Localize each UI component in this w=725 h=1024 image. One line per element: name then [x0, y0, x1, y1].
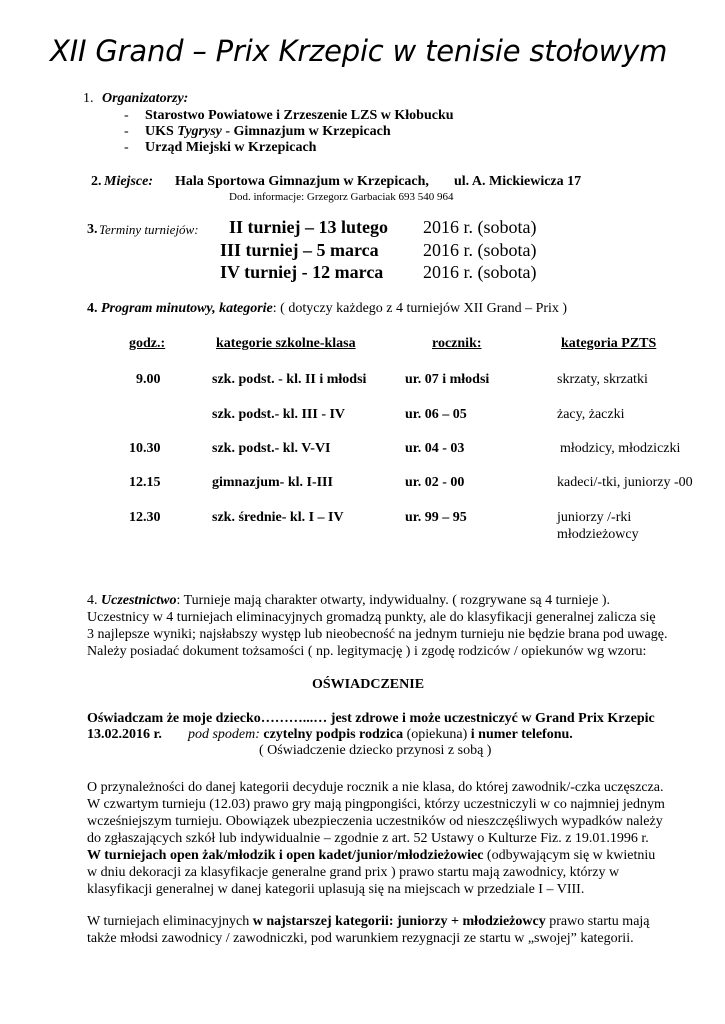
participation-paragraph	[87, 592, 707, 660]
declaration-guardian: (opiekuna)	[403, 727, 471, 742]
final-post: prawo startu mają	[545, 914, 650, 929]
table-cell-school: szk. podst. - kl. II i młodsi	[212, 372, 367, 387]
declaration-line	[87, 727, 573, 743]
program-title: Program minutowy, kategorie	[101, 301, 273, 316]
declaration-date: 13.02.2016 r.	[87, 727, 162, 742]
place-heading: Miejsce:	[104, 174, 153, 189]
list-bullet: -	[124, 140, 129, 155]
final-paragraph	[87, 913, 707, 947]
column-header-time: godz.:	[129, 336, 166, 351]
program-heading	[87, 301, 567, 317]
participation-number: 4.	[87, 593, 98, 608]
table-cell-school: szk. podst.- kl. V-VI	[212, 441, 331, 456]
rules-line: W czwartym turnieju (12.03) prawo gry mają pingpongiści, którzy uczestniczyli w co najmniej jednym	[87, 797, 665, 812]
organizer-item: Urząd Miejski w Krzepicach	[145, 140, 317, 155]
declaration-note: ( Oświadczenie dziecko przynosi z sobą )	[259, 743, 492, 758]
table-cell-time: 10.30	[129, 441, 161, 456]
date-row-year: 2016 r. (sobota)	[423, 217, 537, 237]
organizer-item-dash: -	[221, 124, 234, 139]
place-number: 2.	[91, 174, 102, 189]
page-title: XII Grand – Prix Krzepic w tenisie stołowym	[50, 34, 668, 68]
participation-heading: Uczestnictwo	[101, 593, 177, 608]
rules-line: O przynależności do danej kategorii decyduje rocznik a nie klasa, do której zawodnik/-czka uczęszcza.	[87, 780, 664, 795]
organizer-item: Starostwo Powiatowe i Zrzeszenie LZS w Kłobucku	[145, 108, 454, 123]
participation-line: Uczestnicy w 4 turniejach eliminacyjnych gromadzą punkty, ale do klasyfikacji generalnej zalicza się	[87, 610, 656, 625]
table-cell-category: młodzieżowcy	[557, 527, 639, 542]
table-cell-category: żacy, żaczki	[557, 407, 625, 422]
participation-text: : Turnieje mają charakter otwarty, indywidualny. ( rozgrywane są 4 turnieje ).	[176, 593, 611, 608]
organizers-number: 1.	[83, 91, 94, 106]
table-cell-category: juniorzy /-rki	[557, 510, 632, 525]
list-bullet: -	[124, 124, 129, 139]
final-bold: w najstarszej kategorii: juniorzy + młodzieżowcy	[252, 914, 546, 929]
place-address: ul. A. Mickiewicza 17	[454, 174, 582, 189]
declaration-line: Oświadczam że moje dziecko………...… jest zdrowe i może uczestniczyć w Grand Prix Krzepic	[87, 711, 655, 726]
table-cell-year: ur. 04 - 03	[405, 441, 465, 456]
table-cell-year: ur. 99 – 95	[405, 510, 467, 525]
rules-line: klasyfikacji generalnej w danej kategorii uplasują się na miejscach w przedziale I – VIII.	[87, 882, 585, 897]
dates-heading: Terminy turniejów:	[99, 222, 199, 237]
rules-paragraph	[87, 779, 707, 898]
date-row-name: III turniej – 5 marca	[220, 240, 379, 260]
organizer-item-prefix: UKS	[145, 124, 178, 139]
final-pre: W turniejach eliminacyjnych	[87, 914, 253, 929]
date-row-year: 2016 r. (sobota)	[423, 240, 537, 260]
column-header-school: kategorie szkolne-klasa	[216, 336, 356, 351]
organizer-item-rest: Gimnazjum w Krzepicach	[233, 124, 391, 139]
participation-line	[87, 592, 707, 609]
participation-line: Należy posiadać dokument tożsamości ( np. legitymację ) i zgodę rodziców / opiekunów wg wzoru:	[87, 644, 647, 659]
table-cell-school: gimnazjum- kl. I-III	[212, 475, 333, 490]
date-row-name: IV turniej - 12 marca	[220, 262, 384, 282]
date-row-year: 2016 r. (sobota)	[423, 262, 537, 282]
rules-open-rest: (odbywającym się w kwietniu	[483, 848, 656, 863]
rules-line: do zgłaszających szkół lub indywidualnie – zgodnie z art. 52 Ustawy o Kulturze Fiz. z 19.01.1996 r.	[87, 831, 649, 846]
declaration-phone: i numer telefonu.	[470, 727, 573, 742]
declaration-signature: czytelny podpis rodzica	[263, 727, 404, 742]
rules-line: wcześniejszym turnieju. Obowiązek ubezpieczenia uczestników od nieszczęśliwych wypadków należy	[87, 814, 663, 829]
organizer-item	[145, 124, 391, 140]
column-header-category: kategoria PZTS	[561, 336, 657, 351]
declaration-italic: pod spodem:	[187, 727, 260, 742]
table-cell-year: ur. 06 – 05	[405, 407, 467, 422]
table-cell-category: młodzicy, młodziczki	[560, 441, 681, 456]
final-line	[87, 913, 707, 930]
table-cell-time: 9.00	[136, 372, 161, 387]
rules-line	[87, 847, 707, 864]
participation-line: 3 najlepsze wyniki; najsłabszy występ lub nieobecność na jednym turnieju nie będzie brana pod uwagę.	[87, 627, 668, 642]
organizers-heading: Organizatorzy:	[102, 91, 189, 106]
rules-line: w dniu dekoracji za klasyfikacje generalne grand prix ) prawo startu mają zawodnicy, którzy w	[87, 865, 620, 880]
rules-open-tournament: W turniejach open żak/młodzik i open kadet/junior/młodzieżowiec	[87, 848, 484, 863]
list-bullet: -	[124, 108, 129, 123]
table-cell-year: ur. 02 - 00	[405, 475, 465, 490]
declaration-heading: OŚWIADCZENIE	[312, 677, 425, 692]
table-cell-category: skrzaty, skrzatki	[557, 372, 648, 387]
place-info: Dod. informacje: Grzegorz Garbaciak 693 540 964	[229, 191, 454, 203]
table-cell-school: szk. podst.- kl. III - IV	[212, 407, 346, 422]
table-cell-school: szk. średnie- kl. I – IV	[212, 510, 344, 525]
program-number: 4.	[87, 301, 98, 316]
table-cell-category: kadeci/-tki, juniorzy -00	[557, 475, 693, 490]
place-venue: Hala Sportowa Gimnazjum w Krzepicach,	[175, 174, 429, 189]
final-line: także młodsi zawodnicy / zawodniczki, pod warunkiem rezygnacji ze startu w „swojej” kategorii.	[87, 931, 634, 946]
date-row-name: II turniej – 13 lutego	[229, 217, 388, 237]
table-cell-time: 12.15	[129, 475, 161, 490]
column-header-year: rocznik:	[432, 336, 482, 351]
dates-number: 3.	[87, 222, 98, 237]
table-cell-year: ur. 07 i młodsi	[405, 372, 490, 387]
organizer-item-italic: Tygrysy	[177, 124, 222, 139]
table-cell-time: 12.30	[129, 510, 161, 525]
program-note: : ( dotyczy każdego z 4 turniejów XII Grand – Prix )	[272, 301, 568, 316]
